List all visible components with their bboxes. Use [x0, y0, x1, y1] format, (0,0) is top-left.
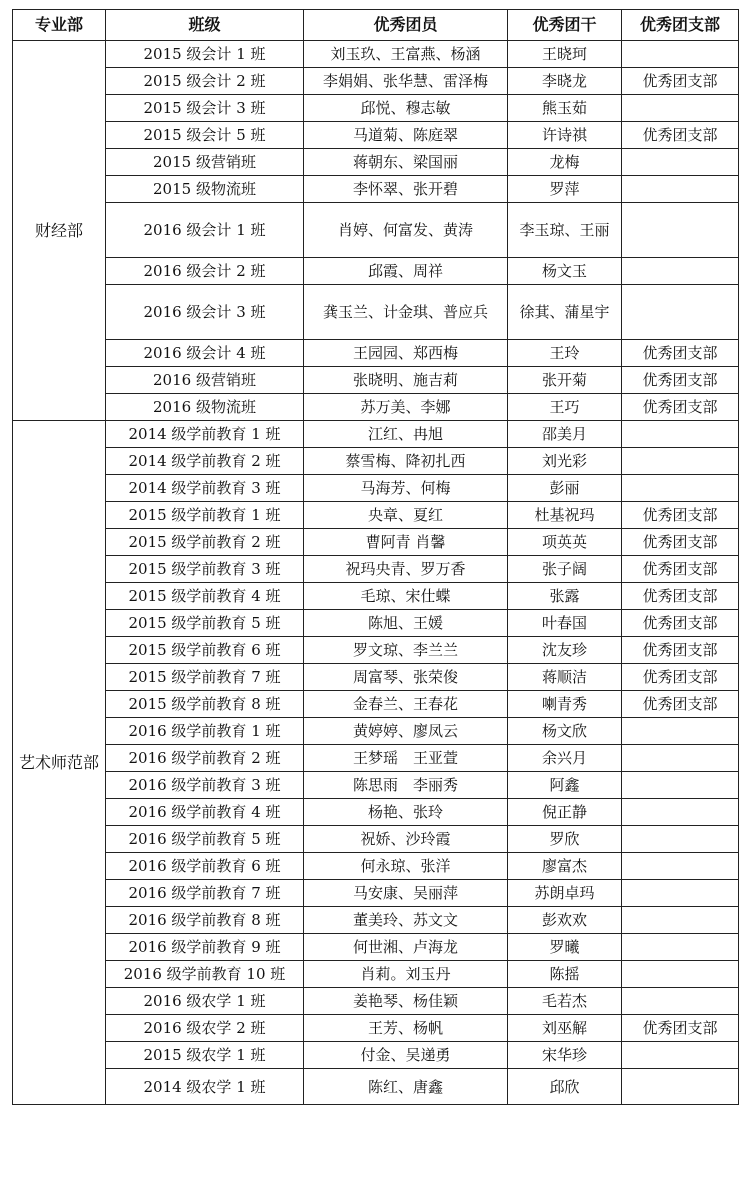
department-cell: 艺术师范部 — [13, 421, 106, 1105]
branch-cell: 优秀团支部 — [622, 394, 739, 421]
class-cell: 2016 级学前教育 9 班 — [106, 934, 304, 961]
branch-cell: 优秀团支部 — [622, 691, 739, 718]
header-outstanding-members: 优秀团员 — [304, 10, 508, 41]
cadre-cell: 杨文欣 — [508, 718, 622, 745]
members-cell: 邱悦、穆志敏 — [304, 95, 508, 122]
table-row — [13, 529, 739, 556]
branch-cell — [622, 149, 739, 176]
branch-cell — [622, 799, 739, 826]
cadre-cell: 宋华珍 — [508, 1042, 622, 1069]
table-row — [13, 502, 739, 529]
branch-cell: 优秀团支部 — [622, 502, 739, 529]
class-cell: 2016 级会计 1 班 — [106, 203, 304, 258]
table-row — [13, 691, 739, 718]
members-cell: 李娟娟、张华慧、雷泽梅 — [304, 68, 508, 95]
class-cell: 2016 级学前教育 8 班 — [106, 907, 304, 934]
table-row — [13, 41, 739, 68]
members-cell: 江红、冉旭 — [304, 421, 508, 448]
branch-cell — [622, 745, 739, 772]
branch-cell: 优秀团支部 — [622, 664, 739, 691]
cadre-cell: 蒋顺洁 — [508, 664, 622, 691]
members-cell: 邱霞、周祥 — [304, 258, 508, 285]
table-row — [13, 826, 739, 853]
cadre-cell: 廖富杰 — [508, 853, 622, 880]
class-cell: 2015 级营销班 — [106, 149, 304, 176]
table-row — [13, 149, 739, 176]
table-row — [13, 1069, 739, 1105]
table-row — [13, 961, 739, 988]
cadre-cell: 徐萁、蒲星宇 — [508, 285, 622, 340]
cadre-cell: 许诗祺 — [508, 122, 622, 149]
table-row — [13, 799, 739, 826]
class-cell: 2015 级学前教育 8 班 — [106, 691, 304, 718]
cadre-cell: 陈摇 — [508, 961, 622, 988]
members-cell: 刘玉玖、王富燕、杨涵 — [304, 41, 508, 68]
table-row — [13, 176, 739, 203]
class-cell: 2015 级会计 1 班 — [106, 41, 304, 68]
cadre-cell: 刘巫解 — [508, 1015, 622, 1042]
members-cell: 央章、夏红 — [304, 502, 508, 529]
cadre-cell: 李玉琼、王丽 — [508, 203, 622, 258]
branch-cell — [622, 988, 739, 1015]
members-cell: 王园园、郑西梅 — [304, 340, 508, 367]
members-cell: 黄婷婷、廖凤云 — [304, 718, 508, 745]
table-row — [13, 907, 739, 934]
branch-cell: 优秀团支部 — [622, 68, 739, 95]
class-cell: 2016 级学前教育 10 班 — [106, 961, 304, 988]
cadre-cell: 彭丽 — [508, 475, 622, 502]
branch-cell: 优秀团支部 — [622, 340, 739, 367]
table-row — [13, 637, 739, 664]
table-row — [13, 421, 739, 448]
cadre-cell: 项英英 — [508, 529, 622, 556]
cadre-cell: 杜基祝玛 — [508, 502, 622, 529]
table-row — [13, 475, 739, 502]
branch-cell: 优秀团支部 — [622, 367, 739, 394]
class-cell: 2016 级农学 1 班 — [106, 988, 304, 1015]
cadre-cell: 王玲 — [508, 340, 622, 367]
table-row — [13, 772, 739, 799]
members-cell: 周富琴、张荣俊 — [304, 664, 508, 691]
honor-roll-table — [12, 9, 739, 1105]
branch-cell — [622, 880, 739, 907]
table-row — [13, 1042, 739, 1069]
members-cell: 董美玲、苏文文 — [304, 907, 508, 934]
class-cell: 2016 级学前教育 4 班 — [106, 799, 304, 826]
branch-cell: 优秀团支部 — [622, 610, 739, 637]
table-row — [13, 122, 739, 149]
class-cell: 2016 级学前教育 3 班 — [106, 772, 304, 799]
members-cell: 罗文琼、李兰兰 — [304, 637, 508, 664]
cadre-cell: 罗曦 — [508, 934, 622, 961]
members-cell: 蒋朝东、梁国丽 — [304, 149, 508, 176]
class-cell: 2015 级会计 3 班 — [106, 95, 304, 122]
table-row — [13, 880, 739, 907]
class-cell: 2015 级农学 1 班 — [106, 1042, 304, 1069]
members-cell: 付金、吴递勇 — [304, 1042, 508, 1069]
class-cell: 2016 级营销班 — [106, 367, 304, 394]
class-cell: 2016 级农学 2 班 — [106, 1015, 304, 1042]
branch-cell: 优秀团支部 — [622, 1015, 739, 1042]
members-cell: 张晓明、施吉莉 — [304, 367, 508, 394]
class-cell: 2014 级学前教育 3 班 — [106, 475, 304, 502]
members-cell: 毛琼、宋仕蝶 — [304, 583, 508, 610]
members-cell: 蔡雪梅、降初扎西 — [304, 448, 508, 475]
table-row — [13, 934, 739, 961]
table-row — [13, 203, 739, 258]
members-cell: 肖莉。刘玉丹 — [304, 961, 508, 988]
cadre-cell: 邱欣 — [508, 1069, 622, 1105]
class-cell: 2015 级学前教育 4 班 — [106, 583, 304, 610]
header-department: 专业部 — [13, 10, 106, 41]
header-outstanding-cadre: 优秀团干 — [508, 10, 622, 41]
cadre-cell: 叶春国 — [508, 610, 622, 637]
cadre-cell: 喇青秀 — [508, 691, 622, 718]
cadre-cell: 张开菊 — [508, 367, 622, 394]
class-cell: 2015 级学前教育 7 班 — [106, 664, 304, 691]
class-cell: 2015 级会计 2 班 — [106, 68, 304, 95]
table-row — [13, 988, 739, 1015]
cadre-cell: 沈友珍 — [508, 637, 622, 664]
class-cell: 2016 级学前教育 2 班 — [106, 745, 304, 772]
cadre-cell: 彭欢欢 — [508, 907, 622, 934]
members-cell: 王芳、杨帆 — [304, 1015, 508, 1042]
members-cell: 马海芳、何梅 — [304, 475, 508, 502]
class-cell: 2015 级物流班 — [106, 176, 304, 203]
class-cell: 2016 级学前教育 7 班 — [106, 880, 304, 907]
members-cell: 金春兰、王春花 — [304, 691, 508, 718]
table-row — [13, 394, 739, 421]
branch-cell — [622, 203, 739, 258]
branch-cell — [622, 41, 739, 68]
branch-cell: 优秀团支部 — [622, 637, 739, 664]
cadre-cell: 杨文玉 — [508, 258, 622, 285]
members-cell: 陈思雨 李丽秀 — [304, 772, 508, 799]
branch-cell — [622, 95, 739, 122]
class-cell: 2014 级学前教育 2 班 — [106, 448, 304, 475]
members-cell: 曹阿青 肖馨 — [304, 529, 508, 556]
branch-cell — [622, 1069, 739, 1105]
members-cell: 龚玉兰、计金琪、普应兵 — [304, 285, 508, 340]
cadre-cell: 刘光彩 — [508, 448, 622, 475]
table-row — [13, 95, 739, 122]
cadre-cell: 张子阔 — [508, 556, 622, 583]
table-row — [13, 664, 739, 691]
class-cell: 2014 级农学 1 班 — [106, 1069, 304, 1105]
table-body — [13, 41, 739, 1105]
class-cell: 2015 级会计 5 班 — [106, 122, 304, 149]
members-cell: 李怀翠、张开碧 — [304, 176, 508, 203]
branch-cell — [622, 718, 739, 745]
class-cell: 2016 级会计 4 班 — [106, 340, 304, 367]
branch-cell: 优秀团支部 — [622, 583, 739, 610]
cadre-cell: 邵美月 — [508, 421, 622, 448]
members-cell: 陈红、唐鑫 — [304, 1069, 508, 1105]
table-row — [13, 610, 739, 637]
table-row — [13, 583, 739, 610]
table-row — [13, 853, 739, 880]
table-row — [13, 745, 739, 772]
class-cell: 2016 级学前教育 1 班 — [106, 718, 304, 745]
branch-cell — [622, 285, 739, 340]
members-cell: 何永琼、张洋 — [304, 853, 508, 880]
class-cell: 2016 级会计 3 班 — [106, 285, 304, 340]
class-cell: 2015 级学前教育 2 班 — [106, 529, 304, 556]
class-cell: 2016 级学前教育 6 班 — [106, 853, 304, 880]
cadre-cell: 罗欣 — [508, 826, 622, 853]
cadre-cell: 倪正静 — [508, 799, 622, 826]
cadre-cell: 李晓龙 — [508, 68, 622, 95]
branch-cell — [622, 475, 739, 502]
members-cell: 马道菊、陈庭翠 — [304, 122, 508, 149]
class-cell: 2016 级学前教育 5 班 — [106, 826, 304, 853]
table-row — [13, 1015, 739, 1042]
branch-cell — [622, 258, 739, 285]
members-cell: 何世湘、卢海龙 — [304, 934, 508, 961]
members-cell: 杨艳、张玲 — [304, 799, 508, 826]
cadre-cell: 苏朗卓玛 — [508, 880, 622, 907]
cadre-cell: 张露 — [508, 583, 622, 610]
table-row — [13, 718, 739, 745]
members-cell: 肖婷、何富发、黄涛 — [304, 203, 508, 258]
cadre-cell: 罗萍 — [508, 176, 622, 203]
header-outstanding-branch: 优秀团支部 — [622, 10, 739, 41]
class-cell: 2015 级学前教育 1 班 — [106, 502, 304, 529]
members-cell: 王梦瑶 王亚萱 — [304, 745, 508, 772]
members-cell: 苏万美、李娜 — [304, 394, 508, 421]
class-cell: 2015 级学前教育 6 班 — [106, 637, 304, 664]
branch-cell — [622, 934, 739, 961]
class-cell: 2016 级会计 2 班 — [106, 258, 304, 285]
table-row — [13, 340, 739, 367]
branch-cell: 优秀团支部 — [622, 529, 739, 556]
header-row — [13, 10, 739, 41]
branch-cell — [622, 907, 739, 934]
branch-cell: 优秀团支部 — [622, 556, 739, 583]
cadre-cell: 毛若杰 — [508, 988, 622, 1015]
table-row — [13, 258, 739, 285]
department-cell: 财经部 — [13, 41, 106, 421]
class-cell: 2016 级物流班 — [106, 394, 304, 421]
class-cell: 2015 级学前教育 3 班 — [106, 556, 304, 583]
table-row — [13, 367, 739, 394]
class-cell: 2014 级学前教育 1 班 — [106, 421, 304, 448]
branch-cell — [622, 1042, 739, 1069]
branch-cell — [622, 772, 739, 799]
cadre-cell: 熊玉茹 — [508, 95, 622, 122]
members-cell: 陈旭、王媛 — [304, 610, 508, 637]
branch-cell — [622, 853, 739, 880]
cadre-cell: 龙梅 — [508, 149, 622, 176]
cadre-cell: 阿鑫 — [508, 772, 622, 799]
cadre-cell: 王晓珂 — [508, 41, 622, 68]
table-row — [13, 448, 739, 475]
branch-cell — [622, 448, 739, 475]
table-row — [13, 68, 739, 95]
header-class: 班级 — [106, 10, 304, 41]
branch-cell — [622, 421, 739, 448]
class-cell: 2015 级学前教育 5 班 — [106, 610, 304, 637]
members-cell: 马安康、吴丽萍 — [304, 880, 508, 907]
table-row — [13, 556, 739, 583]
members-cell: 祝玛央青、罗万香 — [304, 556, 508, 583]
cadre-cell: 余兴月 — [508, 745, 622, 772]
branch-cell — [622, 826, 739, 853]
table-row — [13, 285, 739, 340]
members-cell: 姜艳琴、杨佳颖 — [304, 988, 508, 1015]
branch-cell — [622, 176, 739, 203]
members-cell: 祝娇、沙玲霞 — [304, 826, 508, 853]
cadre-cell: 王巧 — [508, 394, 622, 421]
branch-cell — [622, 961, 739, 988]
branch-cell: 优秀团支部 — [622, 122, 739, 149]
